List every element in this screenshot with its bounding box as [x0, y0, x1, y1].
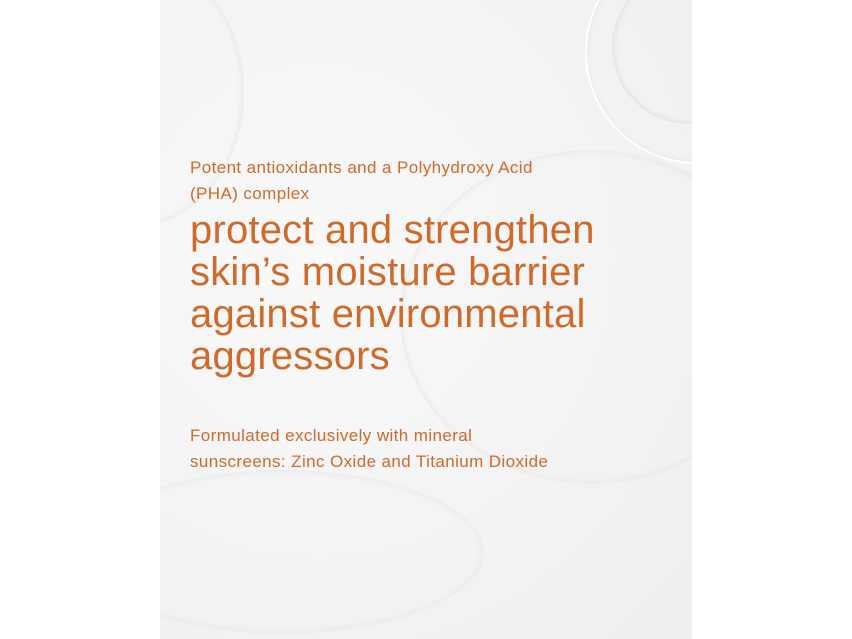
footer-text [190, 423, 548, 475]
headline-line: protect and strengthen [190, 208, 595, 252]
headline-line: aggressors [190, 334, 390, 378]
headline-line: skin’s moisture barrier [190, 250, 586, 294]
headline [190, 209, 595, 377]
footer-line: sunscreens: Zinc Oxide and Titanium Dioxide [190, 452, 549, 471]
headline-line: against environmental [190, 292, 586, 336]
cream-swirl-decoration [160, 470, 484, 634]
intro-text [190, 155, 533, 207]
intro-line: Potent antioxidants and a Polyhydroxy Acid [190, 158, 533, 177]
footer-line: Formulated exclusively with mineral [190, 426, 473, 445]
intro-line: (PHA) complex [190, 184, 310, 203]
